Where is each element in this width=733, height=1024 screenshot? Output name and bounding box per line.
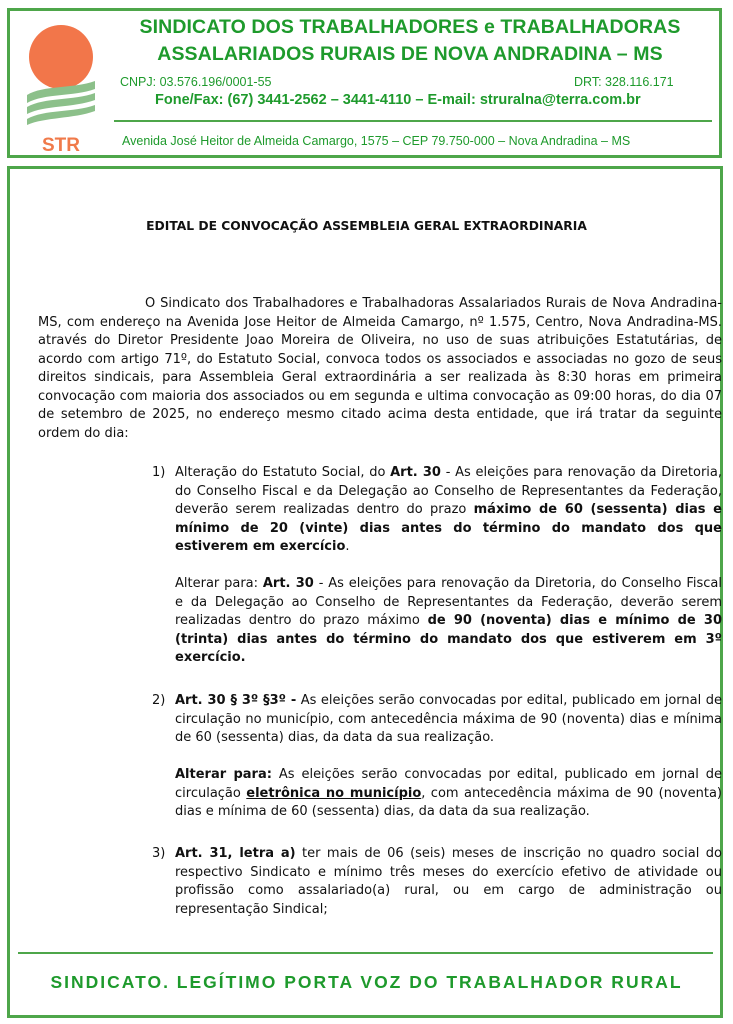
address-line: Avenida José Heitor de Almeida Camargo, 1575 – CEP 79.750-000 – Nova Andradina – MS	[122, 134, 631, 148]
header-divider	[114, 120, 712, 122]
union-name-line1: SINDICATO DOS TRABALHADORES e TRABALHADORAS	[139, 16, 681, 38]
contact-line: Fone/Fax: (67) 3441-2562 – 3441-4110 – E-mail: struralna@terra.com.br	[155, 92, 641, 108]
item-original-text: Alteração do Estatuto Social, do Art. 30 - As eleições para renovação da Diretoria, do Conselho Fiscal e da Delegação ao Conselho de Representantes da Federação, deverão serem realizadas dentro do prazo máximo de 60 (sessenta) dias e mínimo de 20 (vinte) dias antes do término do mandato dos que estiverem em exercício.	[175, 465, 722, 554]
item-number: 3)	[152, 846, 166, 861]
intro-paragraph	[38, 295, 722, 443]
item-amended-text: Alterar para: Art. 30 - As eleições para renovação da Diretoria, do Conselho Fiscal e da Delegação ao Conselho de Representantes da Federação, deverão serem realizadas dentro do prazo máximo de 90 (noventa) dias e mínimo de 30 (trinta) dias antes do término do mandato dos que estiverem em 3º exercício.	[175, 576, 722, 665]
footer-divider	[18, 952, 713, 954]
drt: DRT: 328.116.171	[574, 75, 674, 89]
document-title: EDITAL DE CONVOCAÇÃO ASSEMBLEIA GERAL EXTRAORDINARIA	[146, 219, 587, 233]
intro-text: O Sindicato dos Trabalhadores e Trabalhadoras Assalariados Rurais de Nova Andradina-MS, com endereço na Avenida Jose Heitor de Almeida Camargo, nº 1.575, Centro, Nova Andradina-MS. através do Diretor Presidente Joao Moreira de Oliveira, no uso de suas atribuições Estatutárias, de acordo com artigo 71º, do Estatuto Social, convoca todos os associados e associadas no gozo de seus direitos sindicais, para Assembleia Geral extraordinária a ser realizada às 8:30 horas em primeira convocação com maioria dos associados ou em segunda e ultima convocação as 09:00 horas, do dia 07 de setembro de 2025, no endereço mesmo citado acima desta entidade, que irá tratar da seguinte ordem do dia:	[38, 296, 722, 441]
item-amended-text: Alterar para: As eleições serão convocadas por edital, publicado em jornal de circulação eletrônica no município, com antecedência máxima de 90 (noventa) dias e mínima de 60 (sessenta) dias, da data da sua realização.	[175, 767, 722, 819]
item-original-text: Art. 30 § 3º §3º - As eleições serão convocadas por edital, publicado em jornal de circulação no município, com antecedência máxima de 90 (noventa) dias e mínima de 60 (sessenta) dias, da data da sua realização.	[175, 693, 722, 745]
logo-text: STR	[42, 135, 80, 156]
agenda-item-3	[152, 845, 722, 919]
str-logo	[23, 23, 99, 163]
item-number: 1)	[152, 465, 166, 480]
footer-slogan: SINDICATO. LEGÍTIMO PORTA VOZ DO TRABALHADOR RURAL	[50, 972, 683, 992]
agenda-item-1	[152, 464, 722, 668]
agenda-item-2	[152, 692, 722, 822]
item-original-text: Art. 31, letra a) ter mais de 06 (seis) meses de inscrição no quadro social do respectivo Sindicato e mínimo três meses do exercício efetivo de atividade ou profissão como assalariado(a) rural, ou em cargo de administração ou representação Sindical;	[175, 846, 722, 917]
item-number: 2)	[152, 693, 166, 708]
cnpj: CNPJ: 03.576.196/0001-55	[120, 75, 272, 89]
union-name-line2: ASSALARIADOS RURAIS DE NOVA ANDRADINA – MS	[157, 43, 663, 65]
